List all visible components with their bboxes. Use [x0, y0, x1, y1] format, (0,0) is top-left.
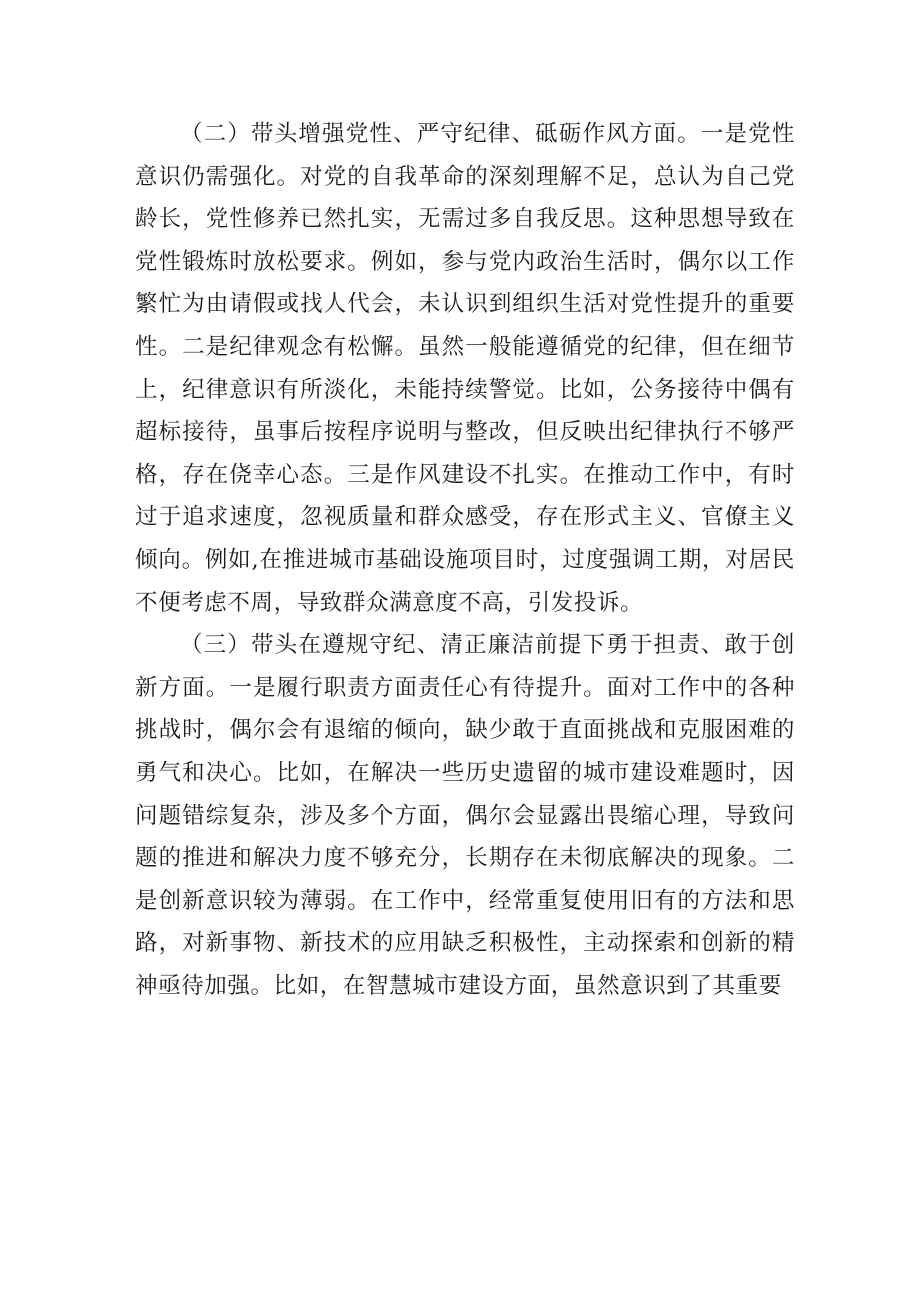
paragraph-section-two: （二）带头增强党性、严守纪律、砥砺作风方面。一是党性意识仍需强化。对党的自我革命的深刻理解不足，总认为自己党龄长，党性修养已然扎实，无需过多自我反思。这种思想导致在党性锻炼时放松要求。例如，参与党内政治生活时，偶尔以工作繁忙为由请假或找人代会，未认识到组织生活对党性提升的重要性。二是纪律观念有松懈。虽然一般能遵循党的纪律，但在细节上，纪律意识有所淡化，未能持续警觉。比如，公务接待中偶有超标接待，虽事后按程序说明与整改，但反映出纪律执行不够严格，存在侥幸心态。三是作风建设不扎实。在推动工作中，有时过于追求速度，忽视质量和群众感受，存在形式主义、官僚主义倾向。例如,在推进城市基础设施项目时，过度强调工期，对居民不便考虑不周，导致群众满意度不高，引发投诉。 — [135, 121, 795, 616]
paragraph-section-three: （三）带头在遵规守纪、清正廉洁前提下勇于担责、敢于创新方面。一是履行职责方面责任心有待提升。面对工作中的各种挑战时，偶尔会有退缩的倾向，缺少敢于直面挑战和克服困难的勇气和决心。比如，在解决一些历史遗留的城市建设难题时，因问题错综复杂，涉及多个方面，偶尔会显露出畏缩心理，导致问题的推进和解决力度不够充分，长期存在未彻底解决的现象。二是创新意识较为薄弱。在工作中，经常重复使用旧有的方法和思路，对新事物、新技术的应用缺乏积极性，主动探索和创新的精神亟待加强。比如，在智慧城市建设方面，虽然意识到了其重要 — [135, 632, 795, 999]
document-body — [135, 113, 795, 1007]
